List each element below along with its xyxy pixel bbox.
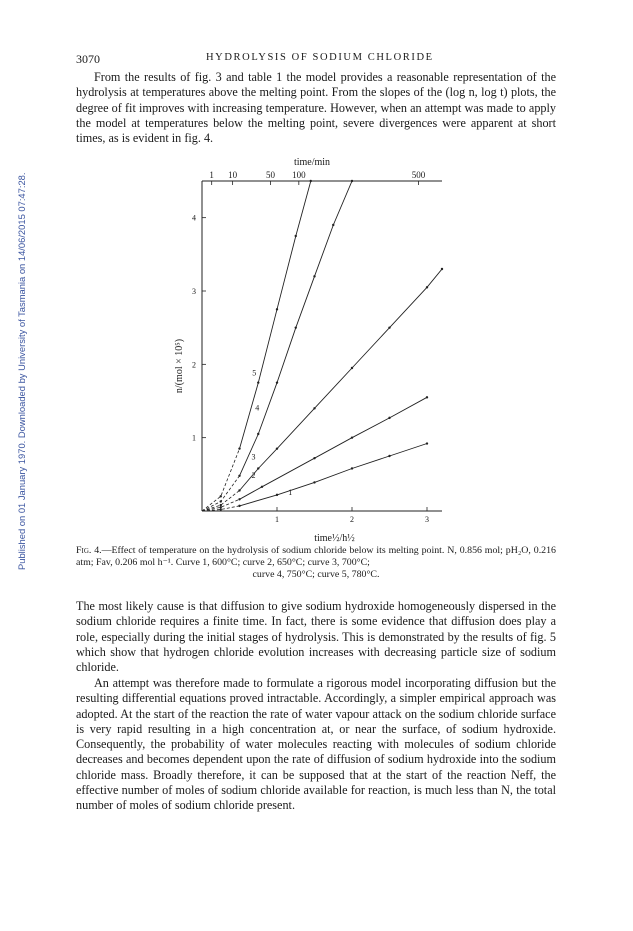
curve-1-line (240, 444, 428, 506)
y-axis-tick-label-0: 1 (192, 433, 196, 443)
curve-5-point-4 (276, 308, 278, 310)
curve-4-point-4 (276, 381, 278, 383)
curve-1-point-4 (313, 481, 315, 483)
paragraph-3: An attempt was therefore made to formulate a rigorous model incorporating diffusion but the resulting differential equations proved intractable. Accordingly, a simpler empirical approach was adopted. At the start of the reaction the rate of water vapour attack on the sodium chloride surface is very rapid resulting in a high concentration at, or near the surface, of sodium hydroxide. Consequently, the probability of water molecules reacting with molecules of sodium chloride decreases and becomes dependent upon the rate of diffusion of sodium hydroxide into the sodium chloride mass. Broadly therefore, it can be supposed that at the start of the reaction Neff, the effective number of moles of sodium chloride available for reaction, is much less than N, the total number of moles of sodium chloride present. (76, 676, 556, 813)
curve-2-point-3 (261, 486, 263, 488)
curve-2-point-6 (388, 417, 390, 419)
curve-3-point-6 (351, 367, 353, 369)
paragraph-1: From the results of fig. 3 and table 1 the model provides a reasonable representation of the hydrolysis at temperatures above the melting point. From the slopes of the (log n, log t) plots, the degree of fit improves with increasing temperature. However, when an attempt was made to apply the model at temperatures below the melting point, severe divergences were apparent at short times, as is evident in fig. 4. (76, 70, 556, 146)
curve-3-point-4 (276, 447, 278, 449)
curve-label-2: 2 (251, 471, 256, 480)
curve-5-point-3 (257, 381, 259, 383)
curve-2-point-7 (426, 396, 428, 398)
curve-3-line (240, 269, 443, 491)
figure-caption (76, 545, 556, 582)
curve-1-point-3 (276, 494, 278, 496)
top-axis-title: time/min (293, 157, 331, 168)
paragraph-2: The most likely cause is that diffusion to give sodium hydroxide homogeneously dispersed in the sodium chloride requires a finite time. In fact, there is some evidence that diffusion does play a role, especially during the initial stages of hydrolysis. This is demonstrated by the results of fig. 5 which show that hydrogen chloride evolution increases with decreasing particle size of sodium chloride. (76, 599, 556, 675)
page-number: 3070 (76, 52, 100, 66)
curve-label-5: 5 (252, 368, 257, 378)
x-axis-title: time½/h½ (314, 533, 355, 544)
curve-2-point-2 (238, 498, 240, 500)
x-axis-tick-label-2: 3 (425, 515, 429, 524)
x-axis-tick-label-0: 1 (275, 515, 279, 524)
running-title: HYDROLYSIS OF SODIUM CHLORIDE (206, 52, 434, 63)
y-axis-tick-label-1: 2 (192, 360, 196, 370)
curve-2-point-5 (351, 436, 353, 438)
curve-3-point-8 (426, 286, 428, 288)
curve-label-3: 3 (251, 452, 256, 462)
curve-4-point-7 (332, 224, 334, 226)
caption-last-line: curve 4, 750°C; curve 5, 780°C. (252, 569, 380, 581)
y-axis-title: n/(mol × 10⁵) (174, 338, 185, 394)
curve-3-point-9 (441, 268, 443, 270)
curve-4-point-8 (351, 180, 353, 182)
figure-4-chart (160, 153, 490, 544)
y-axis-tick-label-3: 4 (192, 213, 196, 223)
curve-4-point-1 (220, 500, 222, 502)
curve-label-1: 1 (288, 487, 293, 497)
curve-3-point-3 (257, 467, 259, 469)
top-axis-tick-label-3: 100 (292, 170, 306, 180)
curve-4-point-5 (295, 326, 297, 328)
page-header (76, 52, 556, 66)
caption-text: —Effect of temperature on the hydrolysis of sodium chloride below its melting point. N, 0.856 mol; pH₂O, 0.216 atm; Fav, 0.206 mol h⁻¹. Curve 1, 600°C; curve 2, 650°C; curve 3, 700°C; (76, 545, 556, 569)
curve-4-point-6 (313, 275, 315, 277)
curve-5-point-2 (238, 447, 240, 449)
x-axis-tick-label-1: 2 (350, 515, 354, 524)
curve-5-point-5 (295, 235, 297, 237)
figure-label: Fig. 4. (76, 545, 102, 556)
top-axis-tick-label-1: 10 (228, 170, 238, 180)
curve-3-point-5 (313, 407, 315, 409)
curve-1-point-2 (238, 505, 240, 507)
curve-3-point-7 (388, 326, 390, 328)
y-axis-tick-label-2: 3 (192, 287, 196, 296)
curve-2-point-4 (313, 457, 315, 459)
curve-label-4: 4 (255, 403, 260, 413)
top-axis-tick-label-4: 500 (411, 170, 426, 180)
curve-3-point-2 (238, 489, 240, 491)
curve-4-point-2 (238, 475, 240, 477)
curve-2-line (240, 397, 428, 499)
curve-5-point-6 (310, 180, 312, 182)
figure-4 (160, 153, 490, 544)
curve-4-point-3 (257, 433, 259, 435)
top-axis-tick-label-2: 50 (265, 170, 275, 180)
curve-1-point-5 (351, 467, 353, 469)
top-axis-tick-label-0: 1 (209, 170, 214, 180)
curve-3-point-1 (220, 504, 222, 506)
curve-5-point-1 (220, 495, 222, 497)
download-stamp (4, 150, 27, 570)
curve-1-point-7 (426, 442, 428, 444)
curve-1-point-1 (220, 508, 222, 510)
curve-1-point-6 (388, 455, 390, 457)
curve-2-point-1 (220, 506, 222, 508)
download-stamp-text: Published on 01 January 1970. Downloaded by University of Tasmania on 14/06/2015 07:47:28. (16, 172, 27, 570)
